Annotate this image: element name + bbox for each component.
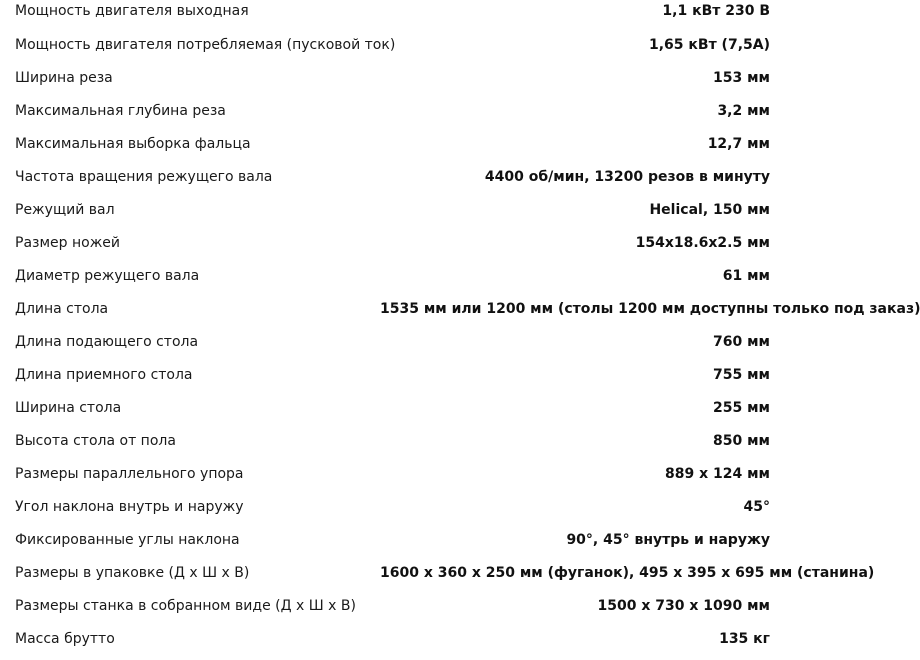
spec-label: Длина стола bbox=[15, 301, 109, 317]
spec-value: 1,65 кВт (7,5А) bbox=[648, 37, 770, 53]
spec-row-fence-size bbox=[0, 462, 780, 495]
spec-row-input-power bbox=[0, 33, 780, 66]
spec-row-knife-size bbox=[0, 231, 780, 264]
spec-row-cutterhead-diameter bbox=[0, 264, 780, 297]
spec-value: 154x18.6x2.5 мм bbox=[635, 235, 770, 251]
spec-label: Максимальная глубина реза bbox=[15, 103, 226, 119]
spec-value: 889 х 124 мм bbox=[665, 466, 770, 482]
spec-value: Helical, 150 мм bbox=[649, 202, 770, 218]
spec-label: Фиксированные углы наклона bbox=[15, 532, 240, 548]
spec-label: Размеры станка в собранном виде (Д х Ш х В) bbox=[15, 598, 356, 614]
spec-label: Ширина стола bbox=[15, 400, 122, 416]
spec-label: Высота стола от пола bbox=[15, 433, 176, 449]
spec-label: Размер ножей bbox=[15, 235, 121, 251]
spec-value: 12,7 мм bbox=[707, 136, 770, 152]
spec-label: Угол наклона внутрь и наружу bbox=[15, 499, 244, 515]
spec-label: Длина приемного стола bbox=[15, 367, 193, 383]
spec-value: 255 мм bbox=[713, 400, 770, 416]
spec-value: 1,1 кВт 230 В bbox=[662, 3, 770, 19]
spec-value: 760 мм bbox=[713, 334, 770, 350]
spec-value: 755 мм bbox=[713, 367, 770, 383]
spec-row-fixed-angles bbox=[0, 528, 780, 561]
spec-label: Мощность двигателя выходная bbox=[15, 3, 249, 19]
spec-label: Размеры параллельного упора bbox=[15, 466, 244, 482]
spec-row-spindle-speed bbox=[0, 165, 780, 198]
spec-row-table-length bbox=[0, 297, 780, 330]
spec-value: 1600 х 360 х 250 мм (фуганок), 495 х 395 х 695 мм (станина) bbox=[380, 565, 875, 581]
spec-row-max-cut-depth bbox=[0, 99, 780, 132]
spec-label: Диаметр режущего вала bbox=[15, 268, 200, 284]
spec-value: 153 мм bbox=[713, 70, 770, 86]
spec-row-gross-weight bbox=[0, 627, 780, 660]
spec-row-infeed-length bbox=[0, 330, 780, 363]
spec-row-tilt-angle bbox=[0, 495, 780, 528]
spec-row-max-rebate bbox=[0, 132, 780, 165]
spec-row-cut-width bbox=[0, 66, 780, 99]
spec-row-cutterhead bbox=[0, 198, 780, 231]
spec-value: 90°, 45° внутрь и наружу bbox=[566, 532, 770, 548]
spec-value: 4400 об/мин, 13200 резов в минуту bbox=[484, 169, 770, 185]
spec-label: Масса брутто bbox=[15, 631, 115, 647]
spec-row-output-power bbox=[0, 0, 780, 33]
spec-row-table-width bbox=[0, 396, 780, 429]
spec-label: Максимальная выборка фальца bbox=[15, 136, 251, 152]
spec-label: Частота вращения режущего вала bbox=[15, 169, 273, 185]
spec-label: Мощность двигателя потребляемая (пусковой ток) bbox=[15, 37, 396, 53]
spec-value: 61 мм bbox=[722, 268, 770, 284]
spec-row-table-height bbox=[0, 429, 780, 462]
spec-label: Режущий вал bbox=[15, 202, 115, 218]
spec-row-assembled-size bbox=[0, 594, 780, 627]
spec-label: Ширина реза bbox=[15, 70, 113, 86]
spec-value: 1500 х 730 х 1090 мм bbox=[597, 598, 770, 614]
spec-row-outfeed-length bbox=[0, 363, 780, 396]
spec-value: 850 мм bbox=[713, 433, 770, 449]
spec-label: Размеры в упаковке (Д х Ш х В) bbox=[15, 565, 250, 581]
spec-value: 135 кг bbox=[719, 631, 770, 647]
spec-value: 3,2 мм bbox=[717, 103, 770, 119]
spec-row-package-size bbox=[0, 561, 780, 594]
spec-value: 1535 мм или 1200 мм (столы 1200 мм доступны только под заказ) bbox=[380, 301, 920, 317]
spec-label: Длина подающего стола bbox=[15, 334, 199, 350]
spec-value: 45° bbox=[743, 499, 770, 515]
